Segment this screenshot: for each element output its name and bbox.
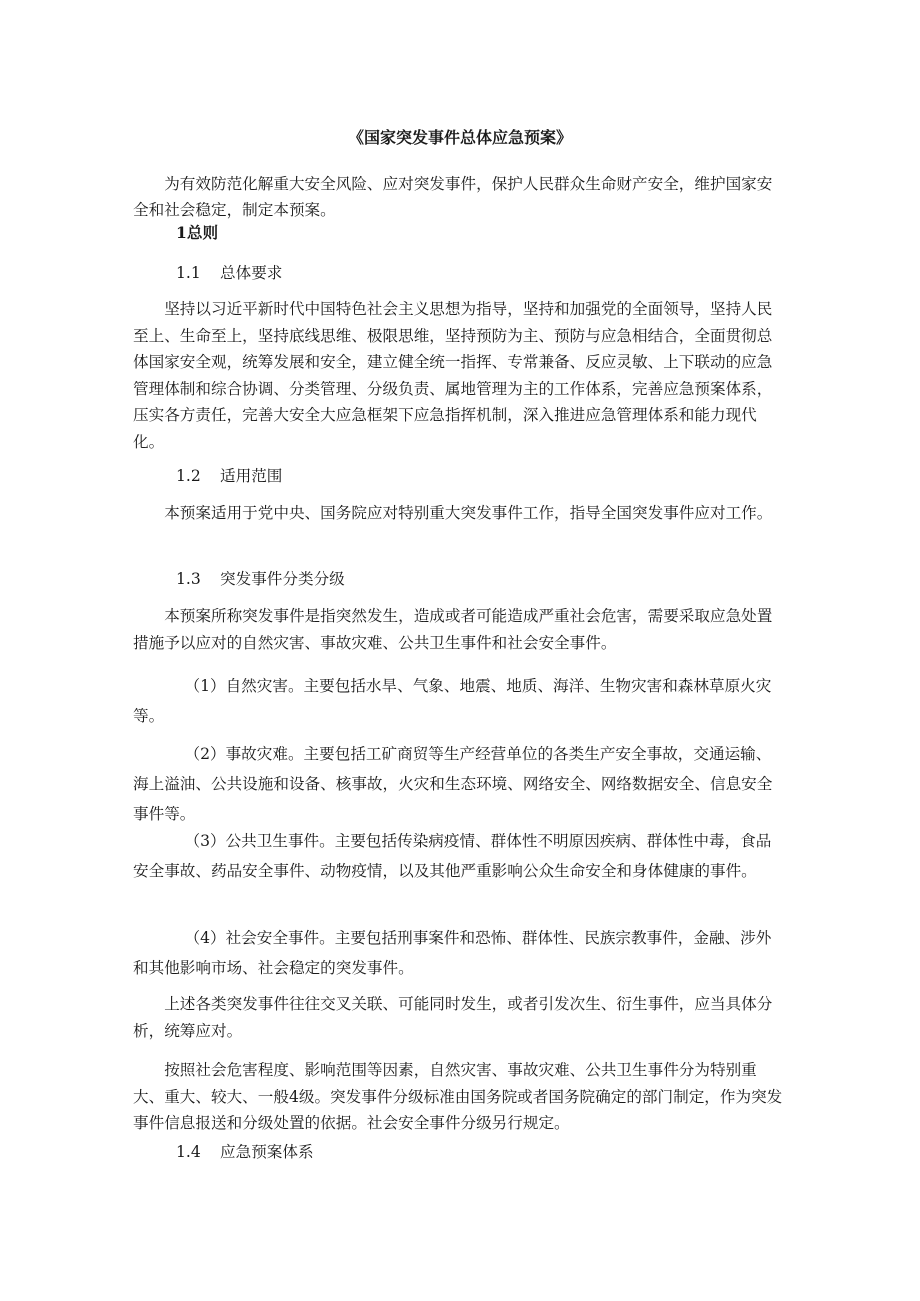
section-1-heading: 1总则 [176, 223, 219, 242]
list-item: （3）公共卫生事件。主要包括传染病疫情、群体性不明原因疾病、群体性中毒，食品安全事故、药品安全事件、动物疫情，以及其他严重影响公众生命安全和身体健康的事件。 [133, 832, 772, 880]
section-number: 1.4 [176, 1143, 201, 1161]
list-item: （4）社会安全事件。主要包括刑事案件和恐怖、群体性、民族宗教事件，金融、涉外和其他影响市场、社会稳定的突发事件。 [133, 929, 772, 977]
section-1-3-paragraph: 按照社会危害程度、影响范围等因素，自然灾害、事故灾难、公共卫生事件分为特别重大、重大、较大、一般4级。突发事件分级标准由国务院或者国务院确定的部门制定，作为突发事件信息报送和分级处置的依据。社会安全事件分级另行规定。 [133, 1061, 783, 1132]
section-title: 突发事件分类分级 [220, 570, 345, 588]
section-1-3-body: 本预案所称突发事件是指突然发生，造成或者可能造成严重社会危害，需要采取应急处置措施予以应对的自然灾害、事故灾难、公共卫生事件和社会安全事件。 [133, 607, 773, 652]
section-1-1-body: 坚持以习近平新时代中国特色社会主义思想为指导，坚持和加强党的全面领导，坚持人民至上、生命至上，坚持底线思维、极限思维，坚持预防为主、预防与应急相结合，全面贯彻总体国家安全观，统筹发展和安全，建立健全统一指挥、专常兼备、反应灵敏、上下联动的应急管理体制和综合协调、分类管理、分级负责、属地管理为主的工作体系，完善应急预案体系，压实各方责任，完善大安全大应急框架下应急指挥机制，深入推进应急管理体系和能力现代化。 [133, 300, 773, 451]
list-item: （2）事故灾难。主要包括工矿商贸等生产经营单位的各类生产安全事故，交通运输、海上溢油、公共设施和设备、核事故，火灾和生态环境、网络安全、网络数据安全、信息安全事件等。 [133, 745, 773, 823]
section-number: 1.1 [176, 264, 201, 282]
section-1-2-body: 本预案适用于党中央、国务院应对特别重大突发事件工作，指导全国突发事件应对工作。 [164, 504, 773, 522]
section-title: 适用范围 [220, 467, 283, 485]
section-number: 1.2 [176, 467, 201, 485]
section-1-3-paragraph: 上述各类突发事件往往交叉关联、可能同时发生，或者引发次生、衍生事件，应当具体分析，统筹应对。 [133, 995, 773, 1040]
section-1-2-heading [176, 465, 282, 487]
list-item: （1）自然灾害。主要包括水旱、气象、地震、地质、海洋、生物灾害和森林草原火灾等。 [133, 677, 772, 725]
section-title: 应急预案体系 [220, 1143, 314, 1161]
section-1-4-heading [176, 1141, 314, 1163]
section-number: 1.3 [176, 570, 201, 588]
intro-paragraph: 为有效防范化解重大安全风险、应对突发事件，保护人民群众生命财产安全，维护国家安全和社会稳定，制定本预案。 [133, 175, 773, 219]
section-1-1-heading [176, 262, 282, 284]
section-1-3-heading [176, 568, 345, 590]
section-title: 总体要求 [220, 264, 283, 282]
document-title: 《国家突发事件总体应急预案》 [347, 128, 572, 147]
